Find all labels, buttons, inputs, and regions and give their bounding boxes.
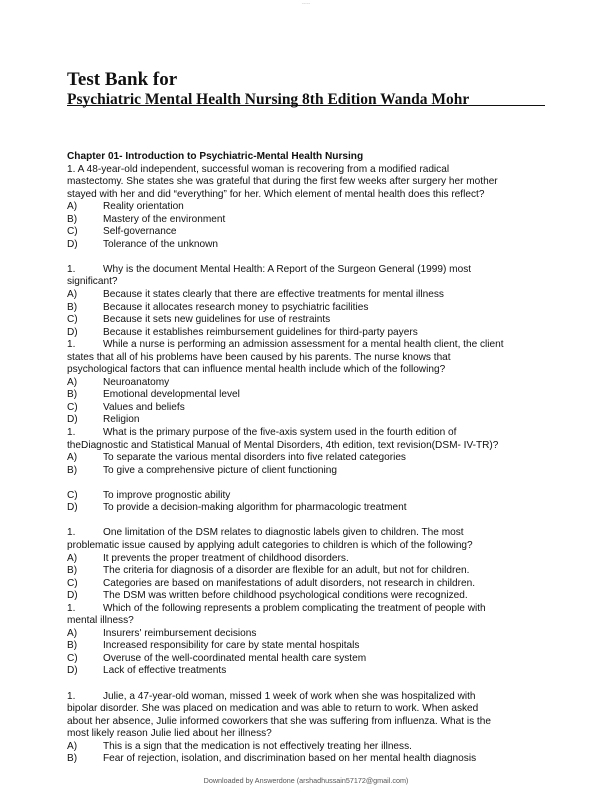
document-header	[67, 69, 545, 109]
option-text: Overuse of the well-coordinated mental health care system	[103, 652, 367, 664]
option-label: C)	[67, 226, 78, 238]
option-text: Categories are based on manifestations of adult disorders, not research in children.	[103, 577, 475, 589]
option-label: A)	[67, 552, 78, 564]
answer-option	[67, 753, 545, 766]
question-stem-line: problematic issue caused by applying adult categories to children is which of the following?	[67, 539, 473, 551]
answer-option	[67, 565, 545, 578]
option-label: A)	[67, 627, 78, 639]
chapter-heading: Chapter 01- Introduction to Psychiatric-Mental Health Nursing	[67, 151, 364, 162]
question-2	[67, 264, 545, 339]
question-stem-line: states that all of his problems have been caused by his parents. The nurse knows that	[67, 351, 451, 363]
option-label: C)	[67, 577, 78, 589]
question-stem-line: 1. A 48-year-old independent, successful woman is recovering from a modified radical	[67, 163, 450, 175]
question-stem-line: most likely reason Julie lied about her illness?	[67, 728, 272, 740]
option-text: Neuroanatomy	[103, 376, 170, 388]
question-list	[67, 151, 545, 766]
answer-option	[67, 590, 545, 603]
option-label: D)	[67, 665, 78, 677]
answer-option	[67, 402, 545, 415]
title-line-2: Psychiatric Mental Health Nursing 8th Edition Wanda Mohr	[67, 91, 470, 108]
answer-option	[67, 665, 545, 678]
question-stem-text: Why is the document Mental Health: A Report of the Surgeon General (1999) most	[103, 263, 472, 275]
answer-option	[67, 414, 545, 427]
option-label: D)	[67, 238, 78, 250]
option-label: B)	[67, 640, 78, 652]
option-label: A)	[67, 376, 78, 388]
question-stem-line	[67, 264, 545, 277]
option-text: Lack of effective treatments	[103, 665, 227, 677]
option-label: B)	[67, 464, 78, 476]
option-text: It prevents the proper treatment of childhood disorders.	[103, 552, 349, 564]
option-label: C)	[67, 489, 78, 501]
answer-option	[67, 490, 545, 503]
download-footer: Downloaded by Answerdone (arshadhussain57172@gmail.com)	[203, 776, 409, 785]
option-text: This is a sign that the medication is not effectively treating her illness.	[103, 740, 412, 752]
option-label: D)	[67, 502, 78, 514]
option-label: A)	[67, 740, 78, 752]
option-label: B)	[67, 213, 78, 225]
answer-option	[67, 389, 545, 402]
question-stem-line	[67, 527, 545, 540]
option-text: Because it sets new guidelines for use of restraints	[103, 314, 331, 326]
option-text: Self-governance	[103, 226, 177, 238]
option-label: D)	[67, 590, 78, 602]
question-4	[67, 427, 545, 515]
question-number: 1.	[67, 339, 76, 351]
question-1	[67, 164, 545, 252]
answer-option	[67, 289, 545, 302]
question-stem-line: mental illness?	[67, 615, 134, 627]
option-text: To give a comprehensive picture of client functioning	[103, 464, 337, 476]
question-3	[67, 339, 545, 427]
option-text: Reality orientation	[103, 201, 184, 213]
answer-option	[67, 741, 545, 754]
answer-option	[67, 465, 545, 478]
option-label: A)	[67, 289, 78, 301]
option-label: C)	[67, 401, 78, 413]
question-number: 1.	[67, 602, 76, 614]
question-number: 1.	[67, 427, 76, 439]
question-stem-line: significant?	[67, 276, 118, 288]
answer-option	[67, 653, 545, 666]
option-text: The DSM was written before childhood psychological conditions were recognized.	[103, 590, 468, 602]
question-stem-text: Julie, a 47-year-old woman, missed 1 week of work when she was hospitalized with	[103, 690, 476, 702]
question-6	[67, 603, 545, 678]
option-text: Mastery of the environment	[103, 213, 226, 225]
question-stem-text: Which of the following represents a problem complicating the treatment of people with	[103, 602, 486, 614]
question-stem-line	[67, 427, 545, 440]
answer-option	[67, 377, 545, 390]
question-stem-line	[67, 339, 545, 352]
question-stem-line	[67, 603, 545, 616]
header-rule	[67, 105, 545, 106]
option-label: A)	[67, 201, 78, 213]
question-stem-line: bipolar disorder. She was placed on medication and was able to return to work. When asked	[67, 703, 479, 715]
question-stem-line: theDiagnostic and Statistical Manual of Mental Disorders, 4th edition, text revision(DSM- IV-TR)?	[67, 439, 499, 451]
answer-option	[67, 226, 545, 239]
option-label: D)	[67, 326, 78, 338]
top-mark: -----	[301, 1, 311, 7]
option-text: Because it establishes reimbursement guidelines for third-party payers	[103, 326, 418, 338]
question-stem-text: What is the primary purpose of the five-axis system used in the fourth edition of	[103, 427, 457, 439]
option-text: Increased responsibility for care by state mental hospitals	[103, 640, 360, 652]
option-label: D)	[67, 414, 78, 426]
option-label: B)	[67, 301, 78, 313]
option-label: C)	[67, 314, 78, 326]
answer-option	[67, 452, 545, 465]
option-text: Insurers' reimbursement decisions	[103, 627, 257, 639]
option-text: The criteria for diagnosis of a disorder are flexible for an adult, but not for children.	[103, 565, 470, 577]
option-text: To separate the various mental disorders into five related categories	[103, 452, 406, 464]
question-stem-line: stayed with her and did “everything” for her. Which element of mental health does this reflect?	[67, 188, 485, 200]
question-stem-line	[67, 691, 545, 704]
question-stem-line: about her absence, Julie informed coworkers that she was suffering from influenza. What is the	[67, 715, 491, 727]
question-number: 1.	[67, 690, 76, 702]
option-text: To provide a decision-making algorithm for pharmacologic treatment	[103, 502, 407, 514]
option-label: B)	[67, 389, 78, 401]
question-stem-text: One limitation of the DSM relates to diagnostic labels given to children. The most	[103, 527, 464, 539]
option-text: Because it states clearly that there are effective treatments for mental illness	[103, 289, 444, 301]
answer-option	[67, 640, 545, 653]
answer-option	[67, 628, 545, 641]
answer-option	[67, 214, 545, 227]
option-text: Because it allocates research money to psychiatric facilities	[103, 301, 369, 313]
answer-option	[67, 302, 545, 315]
option-label: C)	[67, 652, 78, 664]
option-text: Values and beliefs	[103, 401, 185, 413]
option-text: Tolerance of the unknown	[103, 238, 219, 250]
answer-option	[67, 201, 545, 214]
option-text: Fear of rejection, isolation, and discrimination based on her mental health diagnosis	[103, 753, 477, 765]
answer-option	[67, 578, 545, 591]
question-number: 1.	[67, 527, 76, 539]
option-label: B)	[67, 753, 78, 765]
option-label: A)	[67, 452, 78, 464]
question-5	[67, 527, 545, 602]
answer-option	[67, 314, 545, 327]
question-stem-line: mastectomy. She states she was grateful that during the first few weeks after surgery her mother	[67, 176, 498, 188]
option-label: B)	[67, 565, 78, 577]
option-text: Religion	[103, 414, 140, 426]
option-text: To improve prognostic ability	[103, 489, 231, 501]
answer-option	[67, 327, 545, 340]
question-7	[67, 691, 545, 766]
answer-option	[67, 239, 545, 252]
option-text: Emotional developmental level	[103, 389, 240, 401]
question-stem-text: While a nurse is performing an admission assessment for a mental health client, the client	[103, 339, 504, 351]
answer-option	[67, 502, 545, 515]
title-line-1: Test Bank for	[67, 69, 178, 90]
answer-option	[67, 553, 545, 566]
question-number: 1.	[67, 263, 76, 275]
question-stem-line: psychological factors that can influence mental health include which of the following?	[67, 364, 446, 376]
